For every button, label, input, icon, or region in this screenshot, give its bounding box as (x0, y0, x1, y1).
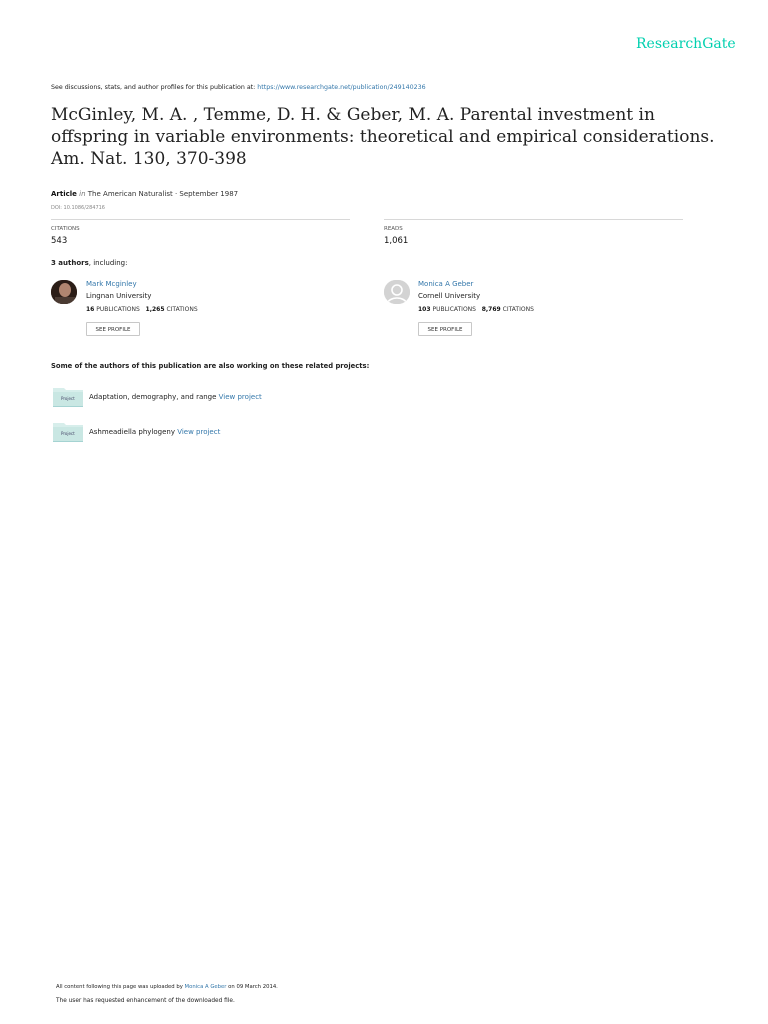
avatar[interactable] (384, 280, 410, 304)
see-profile-button[interactable]: SEE PROFILE (418, 322, 472, 336)
author-photo (51, 280, 77, 304)
default-user-icon (384, 280, 410, 304)
related-projects-heading: Some of the authors of this publication are also working on these related projects: (51, 362, 370, 370)
author-publications-label: PUBLICATIONS (432, 306, 476, 313)
author-institution: Lingnan University (86, 292, 152, 300)
project-item (89, 393, 262, 401)
author-name-link[interactable]: Monica A Geber (418, 280, 474, 288)
upload-note (56, 984, 278, 990)
publication-url-link[interactable]: https://www.researchgate.net/publication/249140236 (257, 84, 426, 91)
reads-count: 1,061 (384, 236, 409, 246)
journal-date[interactable]: The American Naturalist · September 1987 (87, 190, 239, 198)
citations-divider (51, 219, 350, 220)
avatar[interactable] (51, 280, 77, 304)
upload-prefix: All content following this page was uploaded by (56, 984, 185, 990)
project-folder-icon (53, 422, 83, 442)
see-profile-button[interactable]: SEE PROFILE (86, 322, 140, 336)
citations-label: CITATIONS (51, 226, 80, 232)
citations-count: 543 (51, 236, 68, 246)
author-publications-count: 16 (86, 306, 95, 313)
uploader-link[interactable]: Monica A Geber (184, 984, 227, 990)
author-citations-count: 1,265 (145, 306, 165, 313)
upload-suffix: on 09 March 2014. (226, 984, 278, 990)
see-text: See discussions, stats, and author profiles for this publication at: (51, 84, 258, 91)
project-item (89, 428, 220, 436)
author-name-link[interactable]: Mark Mcginley (86, 280, 137, 288)
author-citations-count: 8,769 (481, 306, 501, 313)
view-project-link[interactable]: View project (218, 393, 262, 401)
project-name: Adaptation, demography, and range (89, 393, 219, 401)
folder-label: Project (61, 396, 75, 401)
project-name: Ashmeadiella phylogeny (89, 428, 178, 436)
publication-meta (51, 190, 238, 198)
researchgate-logo[interactable]: ResearchGate (636, 36, 736, 52)
enhancement-note: The user has requested enhancement of the downloaded file. (56, 998, 235, 1004)
authors-heading (51, 259, 127, 267)
project-folder-icon (53, 387, 83, 407)
author-publications-count: 103 (418, 306, 431, 313)
reads-label: READS (384, 226, 403, 232)
reads-divider (384, 219, 683, 220)
author-citations-label: CITATIONS (166, 306, 198, 313)
author-publications-label: PUBLICATIONS (96, 306, 140, 313)
article-type: Article (51, 190, 77, 198)
authors-suffix: , including: (88, 259, 128, 267)
author-stats (86, 306, 198, 313)
author-stats (418, 306, 534, 313)
publication-title: McGinley, M. A. , Temme, D. H. & Geber, M. A. Parental investment in offspring in variable environments: theoretical and empirical considerations. Am. Nat. 130, 370-398 (51, 105, 715, 169)
view-project-link[interactable]: View project (177, 428, 221, 436)
author-institution: Cornell University (418, 292, 481, 300)
author-citations-label: CITATIONS (502, 306, 534, 313)
publication-link-line (51, 84, 426, 91)
doi: DOI: 10.1086/284716 (51, 205, 105, 211)
authors-count: 3 authors (51, 259, 89, 267)
folder-label: Project (61, 431, 75, 436)
in-label: in (79, 190, 86, 198)
